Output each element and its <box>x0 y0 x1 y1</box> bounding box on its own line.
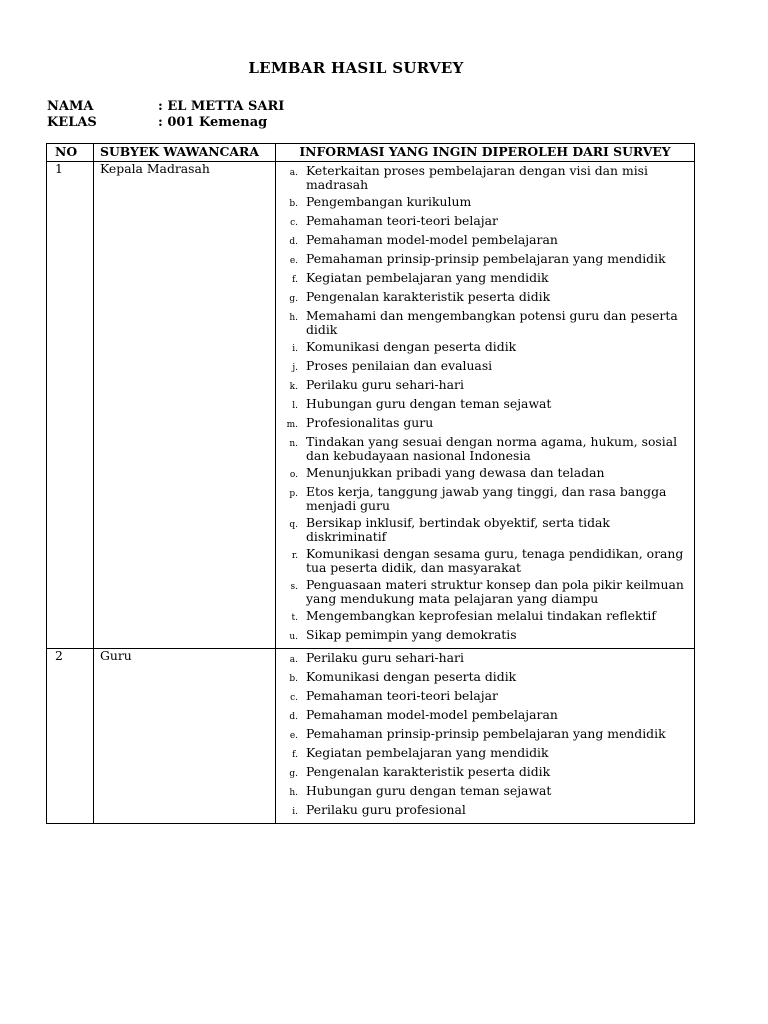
list-item-text: Hubungan guru dengan teman sejawat <box>306 783 552 798</box>
row-number: 1 <box>47 162 94 649</box>
table-header-row <box>47 144 695 162</box>
list-item-text: Pengenalan karakteristik peserta didik <box>306 289 551 304</box>
list-marker: d. <box>289 712 298 722</box>
list-item <box>276 309 690 337</box>
list-item <box>276 271 690 287</box>
header-no: NO <box>47 144 94 162</box>
list-marker: d. <box>289 237 298 247</box>
header-info: INFORMASI YANG INGIN DIPEROLEH DARI SURVEY <box>276 144 695 162</box>
list-item <box>276 252 690 268</box>
list-item-text: Pemahaman teori-teori belajar <box>306 213 498 228</box>
list-item <box>276 727 690 743</box>
nama-value: : EL METTA SARI <box>158 99 285 114</box>
list-item-text: Komunikasi dengan peserta didik <box>306 669 517 684</box>
list-item <box>276 290 690 306</box>
list-item-text: Hubungan guru dengan teman sejawat <box>306 396 552 411</box>
list-item <box>276 803 690 819</box>
list-item-text: Tindakan yang sesuai dengan norma agama, hukum, sosial dan kebudayaan nasional Indonesia <box>306 434 678 463</box>
table-row <box>47 162 695 649</box>
nama-label: NAMA <box>47 99 94 114</box>
list-marker: c. <box>290 693 298 703</box>
list-item <box>276 628 690 644</box>
list-item-text: Pemahaman prinsip-prinsip pembelajaran yang mendidik <box>306 726 666 741</box>
list-item <box>276 784 690 800</box>
nama-row <box>47 99 284 115</box>
list-item <box>276 516 690 544</box>
list-item-text: Pemahaman model-model pembelajaran <box>306 707 558 722</box>
header-subject: SUBYEK WAWANCARA <box>94 144 276 162</box>
info-list <box>276 649 694 823</box>
survey-table <box>46 143 695 824</box>
list-item-text: Komunikasi dengan sesama guru, tenaga pendidikan, orang tua peserta didik, dan masyarakat <box>306 546 684 575</box>
info-list <box>276 162 694 648</box>
row-info <box>276 649 695 824</box>
row-subject: Kepala Madrasah <box>94 162 276 649</box>
list-item <box>276 485 690 513</box>
list-marker: n. <box>289 439 298 449</box>
list-item <box>276 651 690 667</box>
list-item-text: Memahami dan mengembangkan potensi guru dan peserta didik <box>306 308 678 337</box>
list-marker: k. <box>289 382 298 392</box>
list-item-text: Mengembangkan keprofesian melalui tindakan reflektif <box>306 608 656 623</box>
list-item-text: Sikap pemimpin yang demokratis <box>306 627 517 642</box>
row-number: 2 <box>47 649 94 824</box>
list-item <box>276 435 690 463</box>
list-item-text: Perilaku guru sehari-hari <box>306 377 464 392</box>
kelas-value: : 001 Kemenag <box>158 115 268 130</box>
page-title: LEMBAR HASIL SURVEY <box>248 59 464 77</box>
row-subject: Guru <box>94 649 276 824</box>
list-marker: a. <box>289 655 298 665</box>
list-item <box>276 397 690 413</box>
list-marker: b. <box>289 674 298 684</box>
list-item <box>276 765 690 781</box>
list-item-text: Menunjukkan pribadi yang dewasa dan teladan <box>306 465 605 480</box>
list-marker: q. <box>289 520 298 530</box>
list-marker: g. <box>289 294 298 304</box>
list-item-text: Profesionalitas guru <box>306 415 434 430</box>
list-item <box>276 547 690 575</box>
list-marker: e. <box>289 731 298 741</box>
student-info <box>47 99 284 131</box>
list-marker: u. <box>289 632 298 642</box>
list-marker: f. <box>292 275 298 285</box>
list-marker: h. <box>289 313 298 323</box>
kelas-label: KELAS <box>47 115 97 130</box>
list-marker: r. <box>291 551 298 561</box>
list-marker: p. <box>289 489 298 499</box>
list-item <box>276 708 690 724</box>
list-item <box>276 609 690 625</box>
list-item <box>276 164 690 192</box>
list-item-text: Pengenalan karakteristik peserta didik <box>306 764 551 779</box>
list-marker: i. <box>292 344 298 354</box>
list-item-text: Kegiatan pembelajaran yang mendidik <box>306 270 549 285</box>
list-item <box>276 746 690 762</box>
list-marker: e. <box>289 256 298 266</box>
list-item-text: Komunikasi dengan peserta didik <box>306 339 517 354</box>
list-item-text: Perilaku guru sehari-hari <box>306 650 464 665</box>
list-marker: h. <box>289 788 298 798</box>
list-marker: g. <box>289 769 298 779</box>
list-item-text: Pemahaman teori-teori belajar <box>306 688 498 703</box>
list-marker: f. <box>292 750 298 760</box>
list-marker: t. <box>291 613 298 623</box>
list-item <box>276 340 690 356</box>
list-marker: o. <box>289 470 298 480</box>
list-item-text: Penguasaan materi struktur konsep dan pola pikir keilmuan yang mendukung mata pelajaran yang diampu <box>306 577 684 606</box>
list-item-text: Pemahaman prinsip-prinsip pembelajaran yang mendidik <box>306 251 666 266</box>
list-marker: a. <box>289 168 298 178</box>
list-item <box>276 578 690 606</box>
list-marker: j. <box>292 363 298 373</box>
list-item <box>276 416 690 432</box>
list-marker: m. <box>286 420 298 430</box>
list-item <box>276 233 690 249</box>
list-marker: c. <box>290 218 298 228</box>
list-item <box>276 214 690 230</box>
list-item-text: Kegiatan pembelajaran yang mendidik <box>306 745 549 760</box>
list-item <box>276 378 690 394</box>
list-item-text: Proses penilaian dan evaluasi <box>306 358 493 373</box>
list-item <box>276 359 690 375</box>
list-item-text: Pengembangan kurikulum <box>306 194 472 209</box>
list-marker: b. <box>289 199 298 209</box>
list-item-text: Etos kerja, tanggung jawab yang tinggi, dan rasa bangga menjadi guru <box>306 484 667 513</box>
list-item <box>276 689 690 705</box>
list-item <box>276 195 690 211</box>
list-marker: s. <box>290 582 298 592</box>
list-marker: l. <box>292 401 298 411</box>
list-item-text: Perilaku guru profesional <box>306 802 466 817</box>
list-item-text: Keterkaitan proses pembelajaran dengan visi dan misi madrasah <box>306 163 649 192</box>
list-item <box>276 670 690 686</box>
list-item <box>276 466 690 482</box>
table-row <box>47 649 695 824</box>
row-info <box>276 162 695 649</box>
list-marker: i. <box>292 807 298 817</box>
list-item-text: Bersikap inklusif, bertindak obyektif, serta tidak diskriminatif <box>306 515 610 544</box>
list-item-text: Pemahaman model-model pembelajaran <box>306 232 558 247</box>
kelas-row <box>47 115 284 131</box>
